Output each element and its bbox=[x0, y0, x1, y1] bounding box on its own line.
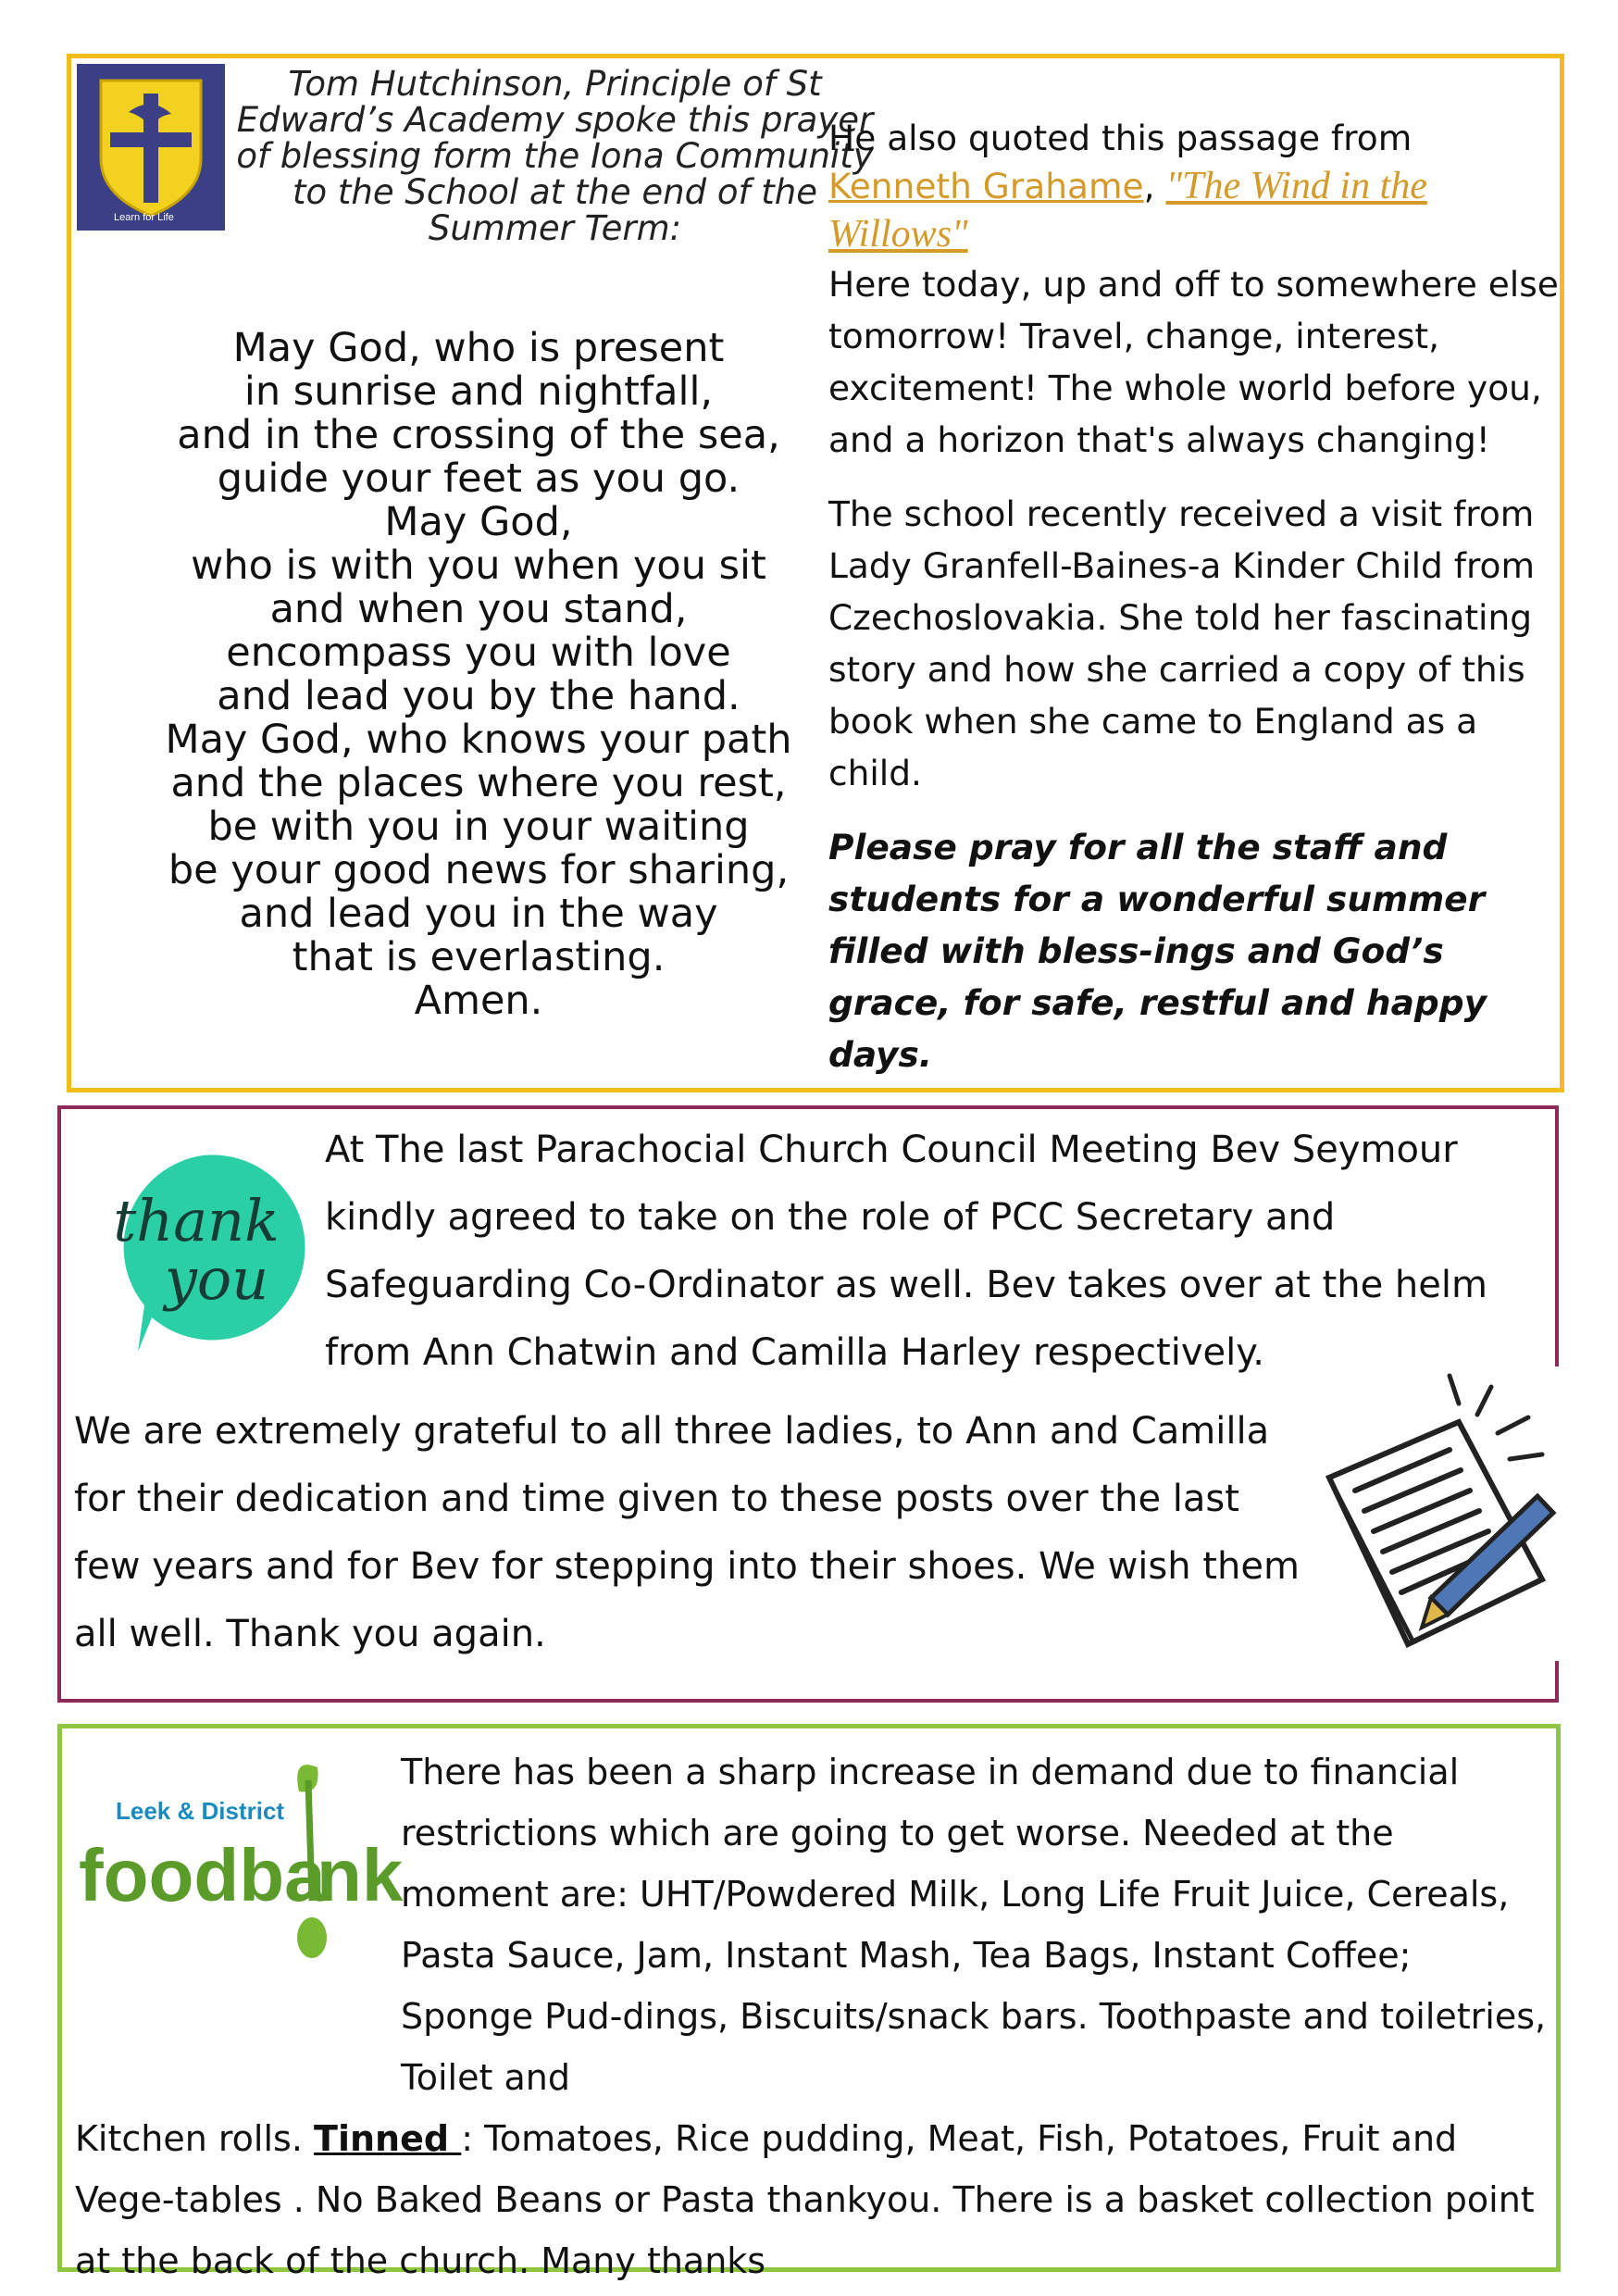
foodbank-logo-text-1: foodba bbox=[79, 1834, 326, 1916]
prayer-line: and when you stand, bbox=[269, 586, 688, 632]
prayer-line: and the places where you rest, bbox=[170, 760, 787, 806]
foodbank-logo-small-text: Leek & District bbox=[116, 1797, 285, 1825]
prayer-text bbox=[81, 327, 877, 1023]
visit-text: The school recently received a visit from Lady Granfell-Baines-a Kinder Child from Czechoslovakia. She told her fascinating story and how she carried a copy of this book when she came to England as a child. bbox=[828, 493, 1536, 793]
prayer-line: in sunrise and nightfall, bbox=[243, 368, 714, 415]
thank-you-icon bbox=[87, 1137, 346, 1378]
school-crest-logo bbox=[77, 64, 225, 231]
foodbank-text bbox=[75, 1741, 1551, 2291]
foodbank-text-indented: There has been a sharp increase in demand due to financial restrictions which are going to get worse. Needed at the moment are: UHT/Powdered Milk, Long Life Fruit Juice, Cereals, Pasta Sauce, Jam, Instant Mash, Tea Bags, Instant Coffee; Sponge Pud-dings, Biscuits/snack bars. Toothpaste and toiletries, Toilet and bbox=[401, 1752, 1547, 2098]
prayer-line: May God, bbox=[384, 499, 573, 545]
prayer-line: and in the crossing of the sea, bbox=[177, 412, 780, 458]
prayer-line: that is everlasting. bbox=[292, 934, 666, 980]
foodbank-logo-text-2: nk bbox=[317, 1834, 404, 1916]
quote-text: Here today, up and off to somewhere else tomorrow! Travel, change, interest, excitement! The whole world before you, and a horizon that's always changing! bbox=[828, 264, 1559, 460]
notebook-pen-icon bbox=[1320, 1366, 1561, 1661]
book-link[interactable]: "The Wind in the Willows" bbox=[828, 165, 1427, 256]
crest-motto: Learn for Life bbox=[114, 212, 174, 223]
prayer-line: be your good news for sharing, bbox=[168, 847, 790, 893]
prayer-line: and lead you in the way bbox=[239, 891, 718, 937]
prayer-request-text: Please pray for all the staff and students for a wonderful summer filled with bless-ings and God’s grace, for safe, restful and happy days. bbox=[828, 827, 1487, 1075]
right-column bbox=[828, 114, 1560, 1103]
foodbank-section bbox=[57, 1724, 1561, 2281]
pcc-paragraph-2: We are extremely grateful to all three ladies, to Ann and Camilla for their dedication and time given to these posts over the last few years and for Bev for stepping into their shoes. We wish them all well. Thank you again. bbox=[74, 1410, 1300, 1655]
foodbank-text-start: Kitchen rolls. bbox=[75, 2118, 303, 2159]
quote-intro-paragraph bbox=[828, 114, 1560, 258]
thank-you-icon-text-1: thank bbox=[113, 1187, 280, 1254]
prayer-line: Amen. bbox=[414, 978, 543, 1024]
prayer-line: be with you in your waiting bbox=[207, 804, 750, 850]
prayer-line: encompass you with love bbox=[226, 630, 731, 676]
school-section bbox=[67, 54, 1564, 1092]
prayer-line: and lead you by the hand. bbox=[217, 673, 741, 719]
prayer-line: guide your feet as you go. bbox=[217, 455, 741, 502]
foodbank-text-rest: : Tomatoes, Rice pudding, Meat, Fish, Potatoes, Fruit and Vege-tables . No Baked Beans or Pasta thankyou. There is a basket collection point at the back of the church. Many thanks bbox=[75, 2118, 1535, 2281]
pcc-paragraph-1: At The last Parachocial Church Council Meeting Bev Seymour kindly agreed to take on the role of PCC Secretary and Safeguarding Co-Ordinator as well. Bev takes over at the helm from Ann Chatwin and Camilla Harley respectively. bbox=[325, 1129, 1487, 1374]
prayer-line: who is with you when you sit bbox=[191, 543, 766, 589]
intro-text: Tom Hutchinson, Principle of St Edward’s Academy spoke this prayer of blessing form the Iona Community to the School at the end of the Summer Term: bbox=[236, 64, 874, 248]
pcc-section bbox=[57, 1105, 1559, 1703]
quote-intro: He also quoted this passage from bbox=[828, 118, 1413, 158]
prayer-line: May God, who knows your path bbox=[165, 717, 792, 763]
comma: , bbox=[1143, 166, 1155, 206]
thank-you-icon-text-2: you bbox=[164, 1245, 269, 1313]
author-link[interactable]: Kenneth Grahame bbox=[828, 166, 1144, 206]
tinned-label: Tinned bbox=[314, 2118, 462, 2159]
prayer-line: May God, who is present bbox=[232, 325, 725, 371]
